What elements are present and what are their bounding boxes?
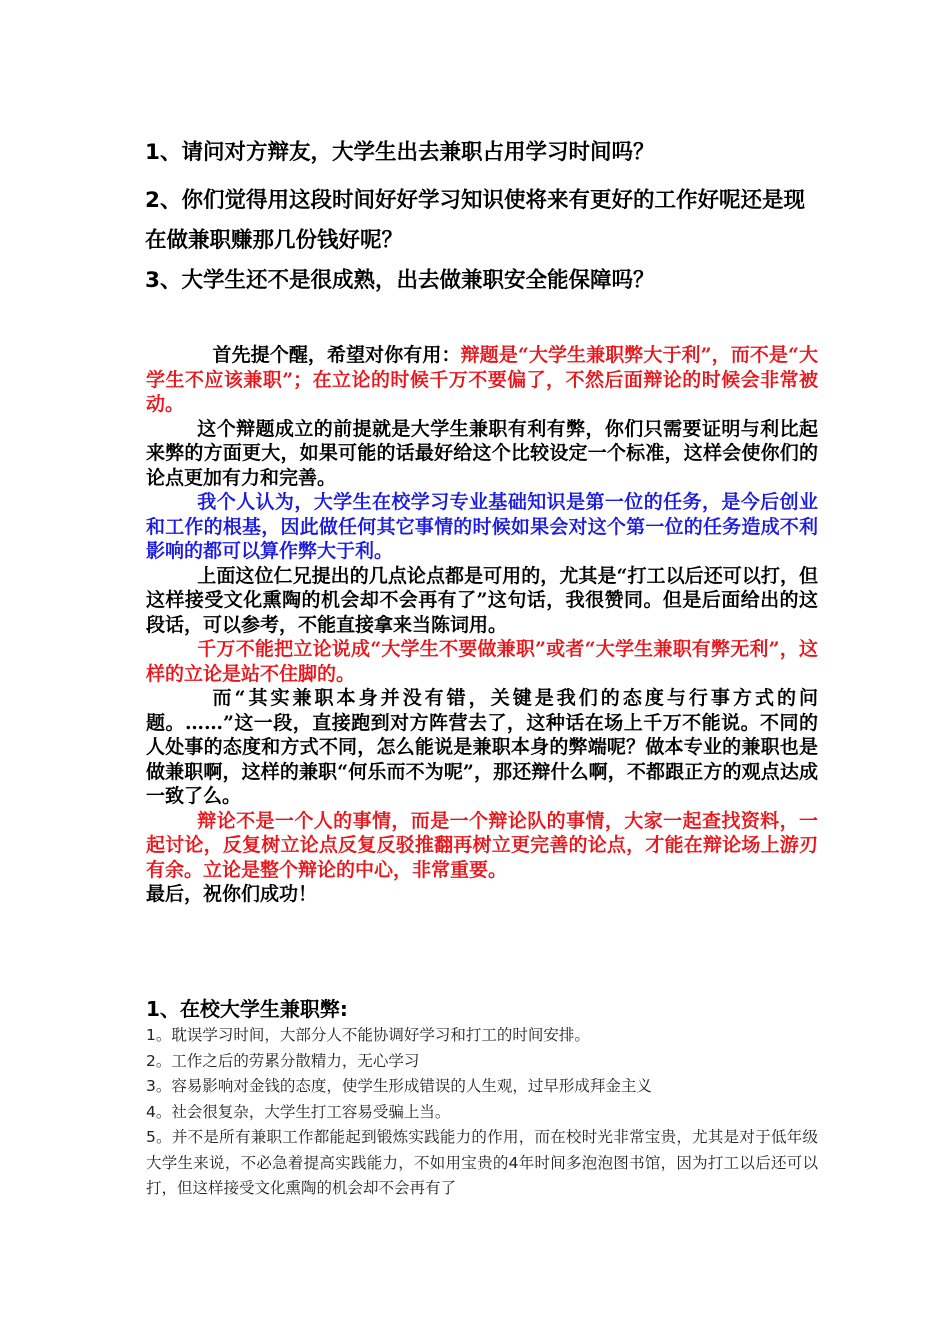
cons-item-1: 1。耽误学习时间，大部分人不能协调好学习和打工的时间安排。 [146,1026,590,1044]
advice-paragraph-6: 而“其实兼职本身并没有错，关键是我们的态度与行事方式的问题。……”这一段，直接跑到对方阵营去了，这种话在场上千万不能说。不同的人处事的态度和方式不同，怎么能说是兼职本身的弊端呢？做本专业的兼职也是做兼职啊，这样的兼职“何乐而不为呢”，那还辩什么啊，不都跟正方的观点达成一致了么。 [146,687,818,807]
advice-paragraph-5: 千万不能把立论说成“大学生不要做兼职”或者“大学生兼职有弊无利”，这样的立论是站不住脚的。 [146,638,818,685]
cons-item-3: 3。容易影响对金钱的态度，使学生形成错误的人生观，过早形成拜金主义 [146,1077,652,1095]
advice-paragraph-1 [146,343,818,417]
debate-questions [145,133,825,301]
advice-intro: 首先提个醒，希望对你有用： [212,344,461,366]
question-3: 3、大学生还不是很成熟，出去做兼职安全能保障吗？ [145,268,655,293]
question-2 [145,181,817,261]
advice-warning-red: 辩题是“大学生兼职弊大于利”，而不是“大学生不应该兼职”；在立论的时候千万不要偏了，不然后面辩论的时候会非常被动。 [146,344,818,415]
cons-item-5: 5。并不是所有兼职工作都能起到锻炼实践能力的作用，而在校时光非常宝贵，尤其是对于低年级大学生来说，不必急着提高实践能力，不如用宝贵的4年时间多泡泡图书馆，因为打工以后还可以打，但这样接受文化熏陶的机会却不会再有了 [146,1128,818,1197]
advice-paragraph-4: 上面这位仁兄提出的几点论点都是可用的，尤其是“打工以后还可以打，但这样接受文化熏陶的机会却不会再有了”这句话，我很赞同。但是后面给出的这段话，可以参考，不能直接拿来当陈词用。 [146,564,818,636]
question-2-text: 2、你们觉得用这段时间好好学习知识使将来有更好的工作好呢还是现在做兼职赚那几份钱好呢？ [145,188,805,253]
cons-section [146,995,818,1202]
advice-closing: 最后，祝你们成功！ [146,883,318,905]
advice-paragraph-7: 辩论不是一个人的事情，而是一个辩论队的事情，大家一起查找资料，一起讨论，反复树立论点反复反驳推翻再树立更完善的论点，才能在辩论场上游刃有余。立论是整个辩论的中心，非常重要。 [146,809,818,881]
cons-item-4: 4。社会很复杂，大学生打工容易受骗上当。 [146,1102,451,1121]
cons-title: 1、在校大学生兼职弊: [146,997,348,1021]
question-1: 1、请问对方辩友，大学生出去兼职占用学习时间吗？ [145,140,655,165]
debate-advice [146,343,818,907]
cons-item-2: 2。工作之后的劳累分散精力，无心学习 [146,1051,420,1070]
advice-paragraph-3: 我个人认为，大学生在校学习专业基础知识是第一位的任务，是今后创业和工作的根基，因此做任何其它事情的时候如果会对这个第一位的任务造成不利影响的都可以算作弊大于利。 [146,491,818,562]
advice-paragraph-2: 这个辩题成立的前提就是大学生兼职有利有弊，你们只需要证明与利比起来弊的方面更大，如果可能的话最好给这个比较设定一个标准，这样会使你们的论点更加有力和完善。 [146,417,818,489]
